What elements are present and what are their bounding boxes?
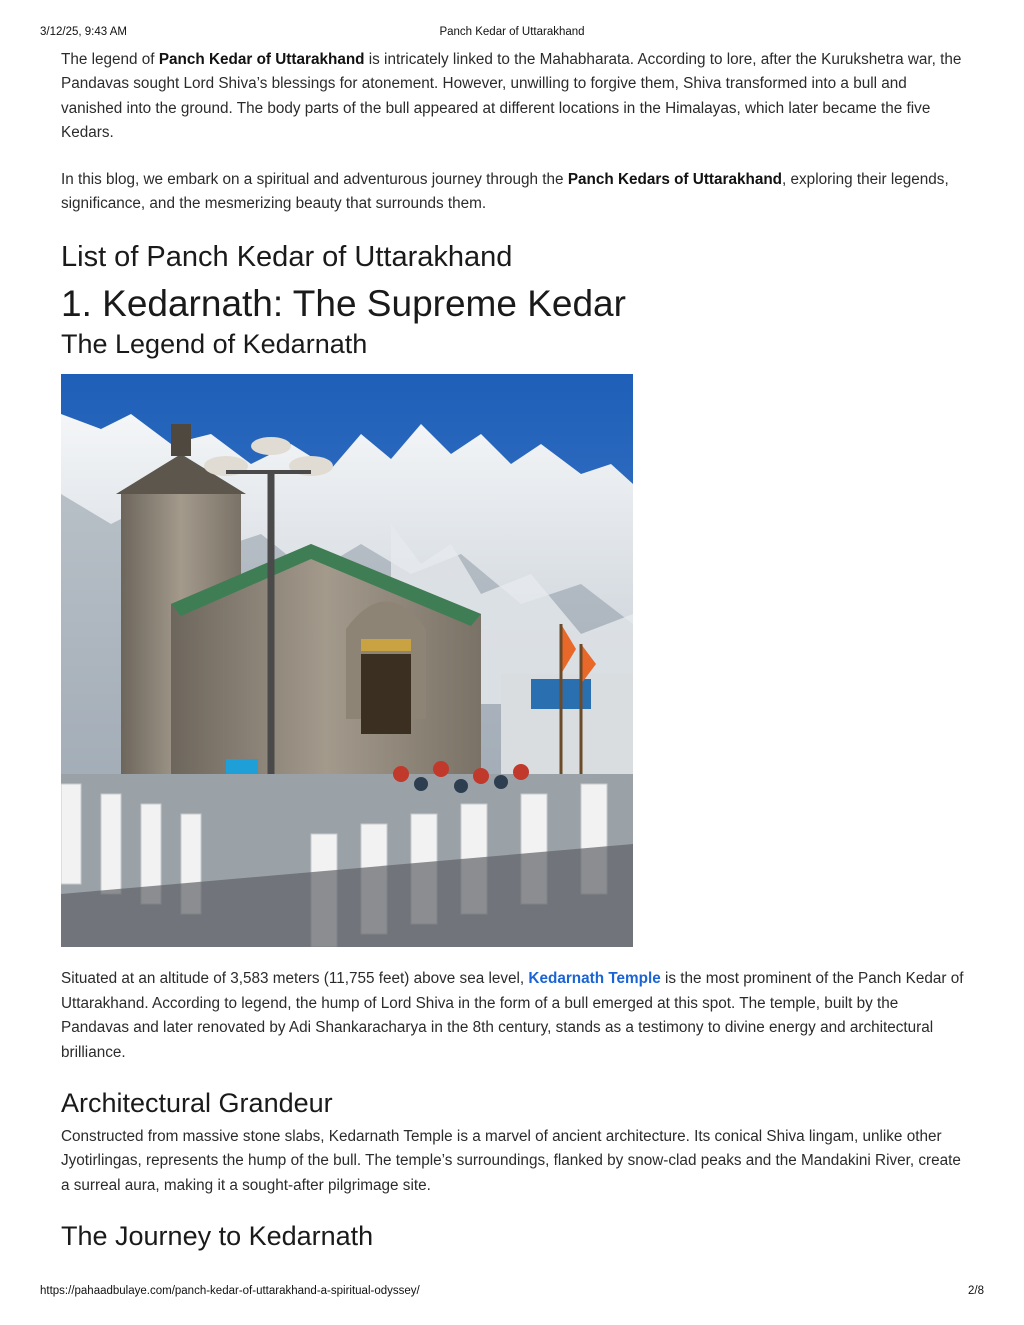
print-footer [0,1285,1024,1299]
kedarnath-text-rest: is the most prominent of the Panch Kedar of Uttarakhand. According to legend, the hump of Lord Shiva in the form of a bull emerged at this spot. The temple, built by the Pandavas and later renovated by Adi Shankaracharya in the 8th century, stands as a testimony to divine energy and architectural brilliance. [61,970,964,1061]
intro-text: The legend of [61,51,159,68]
list-heading: List of Panch Kedar of Uttarakhand [61,241,513,274]
temple-illustration [61,374,633,947]
print-date: 3/12/25, 9:43 AM [40,26,127,38]
intro2-bold: Panch Kedars of Uttarakhand [567,170,783,188]
print-page-number: 2/8 [968,1285,984,1297]
kedarnath-text: Situated at an altitude of 3,583 meters (11,755 feet) above sea level, [61,970,529,988]
intro-bold: Panch Kedar of Uttarakhand [158,51,365,68]
intro-text-rest: is intricately linked to the Mahabharata. According to lore, after the Kurukshetra war, the Pandavas sought Lord Shiva’s blessings for atonement. However, unwilling to forgive them, Shiva transformed into a bull and vanished into the ground. The body parts of the bull appeared at different locations in the Himalayas, which later became the five Kedars. [61,51,962,142]
kedarnath-temple-image [61,374,633,947]
intro-paragraph-2 [61,168,966,217]
legend-heading: The Legend of Kedarnath [61,329,368,360]
print-url: https://pahaadbulaye.com/panch-kedar-of-uttarakhand-a-spiritual-odyssey/ [40,1285,420,1297]
architectural-heading: Architectural Grandeur [61,1088,333,1119]
journey-heading: The Journey to Kedarnath [61,1221,374,1252]
intro-paragraph-1 [61,48,966,146]
kedarnath-paragraph [61,967,966,1065]
section-heading-kedarnath: 1. Kedarnath: The Supreme Kedar [61,283,626,325]
print-title: Panch Kedar of Uttarakhand [439,26,585,38]
intro2-text-rest: , exploring their legends, significance, and the mesmerizing beauty that surrounds them. [61,170,949,213]
architectural-paragraph: Constructed from massive stone slabs, Kedarnath Temple is a marvel of ancient architecture. Its conical Shiva lingam, unlike other Jyotirlingas, represents the hump of the bull. The temple’s surroundings, flanked by snow-clad peaks and the Mandakini River, create a surreal aura, making it a sought-after pilgrimage site. [61,1128,961,1194]
intro2-text: In this blog, we embark on a spiritual and adventurous journey through the [61,170,568,188]
print-header [0,26,1024,40]
article-content [61,48,966,1252]
kedarnath-temple-link[interactable]: Kedarnath Temple [528,970,661,988]
